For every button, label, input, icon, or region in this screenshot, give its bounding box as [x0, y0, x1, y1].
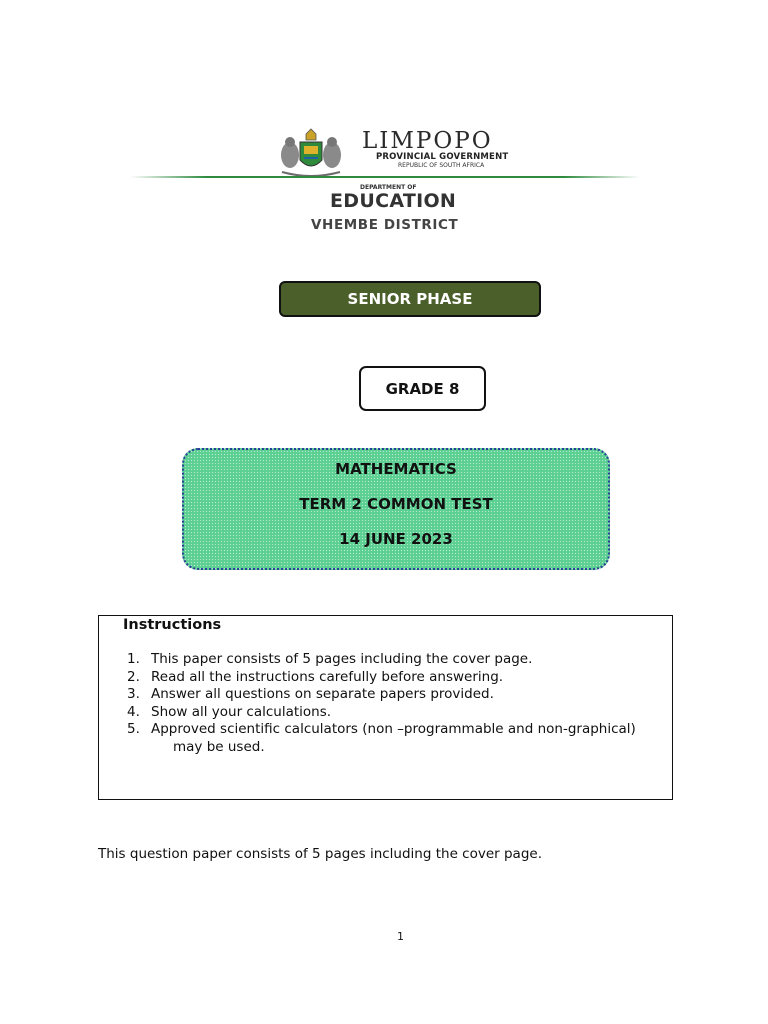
- department-name: EDUCATION: [330, 190, 457, 212]
- grade-label: GRADE 8: [385, 379, 460, 398]
- list-item: [123, 686, 636, 704]
- district-name: VHEMBE DISTRICT: [311, 217, 459, 233]
- item-number: 4.: [127, 703, 140, 720]
- page-number: 1: [397, 930, 404, 943]
- department-prefix: DEPARTMENT OF: [360, 184, 417, 191]
- list-item: [123, 669, 636, 687]
- item-number: 3.: [127, 686, 140, 702]
- item-number: 5.: [127, 721, 140, 737]
- government-name: PROVINCIAL GOVERNMENT: [376, 152, 509, 162]
- item-number: 2.: [127, 668, 140, 685]
- province-name: LIMPOPO: [362, 128, 493, 154]
- page-count-note: This question paper consists of 5 pages including the cover page.: [98, 846, 542, 862]
- subject-panel: [182, 448, 610, 570]
- item-text: Read all the instructions carefully before answering.: [151, 668, 504, 685]
- grade-box: [359, 366, 486, 411]
- item-text: Answer all questions on separate papers provided.: [151, 686, 494, 702]
- item-text: Show all your calculations.: [151, 703, 332, 720]
- item-continuation: may be used.: [173, 738, 265, 755]
- list-item: [123, 651, 636, 669]
- instructions-title: Instructions: [123, 617, 222, 633]
- list-item: [123, 704, 636, 722]
- test-date: 14 JUNE 2023: [339, 530, 453, 548]
- country-name: REPUBLIC OF SOUTH AFRICA: [398, 162, 485, 169]
- test-name: TERM 2 COMMON TEST: [299, 495, 493, 513]
- subject-name: MATHEMATICS: [335, 460, 457, 478]
- coat-of-arms-icon: [276, 128, 346, 178]
- item-text: This paper consists of 5 pages including the cover page.: [151, 651, 533, 667]
- item-number: 1.: [127, 651, 140, 667]
- phase-label: SENIOR PHASE: [347, 290, 473, 308]
- header-divider: [130, 176, 640, 178]
- list-item: [123, 721, 636, 756]
- item-text: Approved scientific calculators (non –programmable and non-graphical): [151, 721, 636, 737]
- instructions-list: [123, 651, 636, 756]
- phase-banner: [279, 281, 541, 317]
- instructions-box: [98, 615, 673, 800]
